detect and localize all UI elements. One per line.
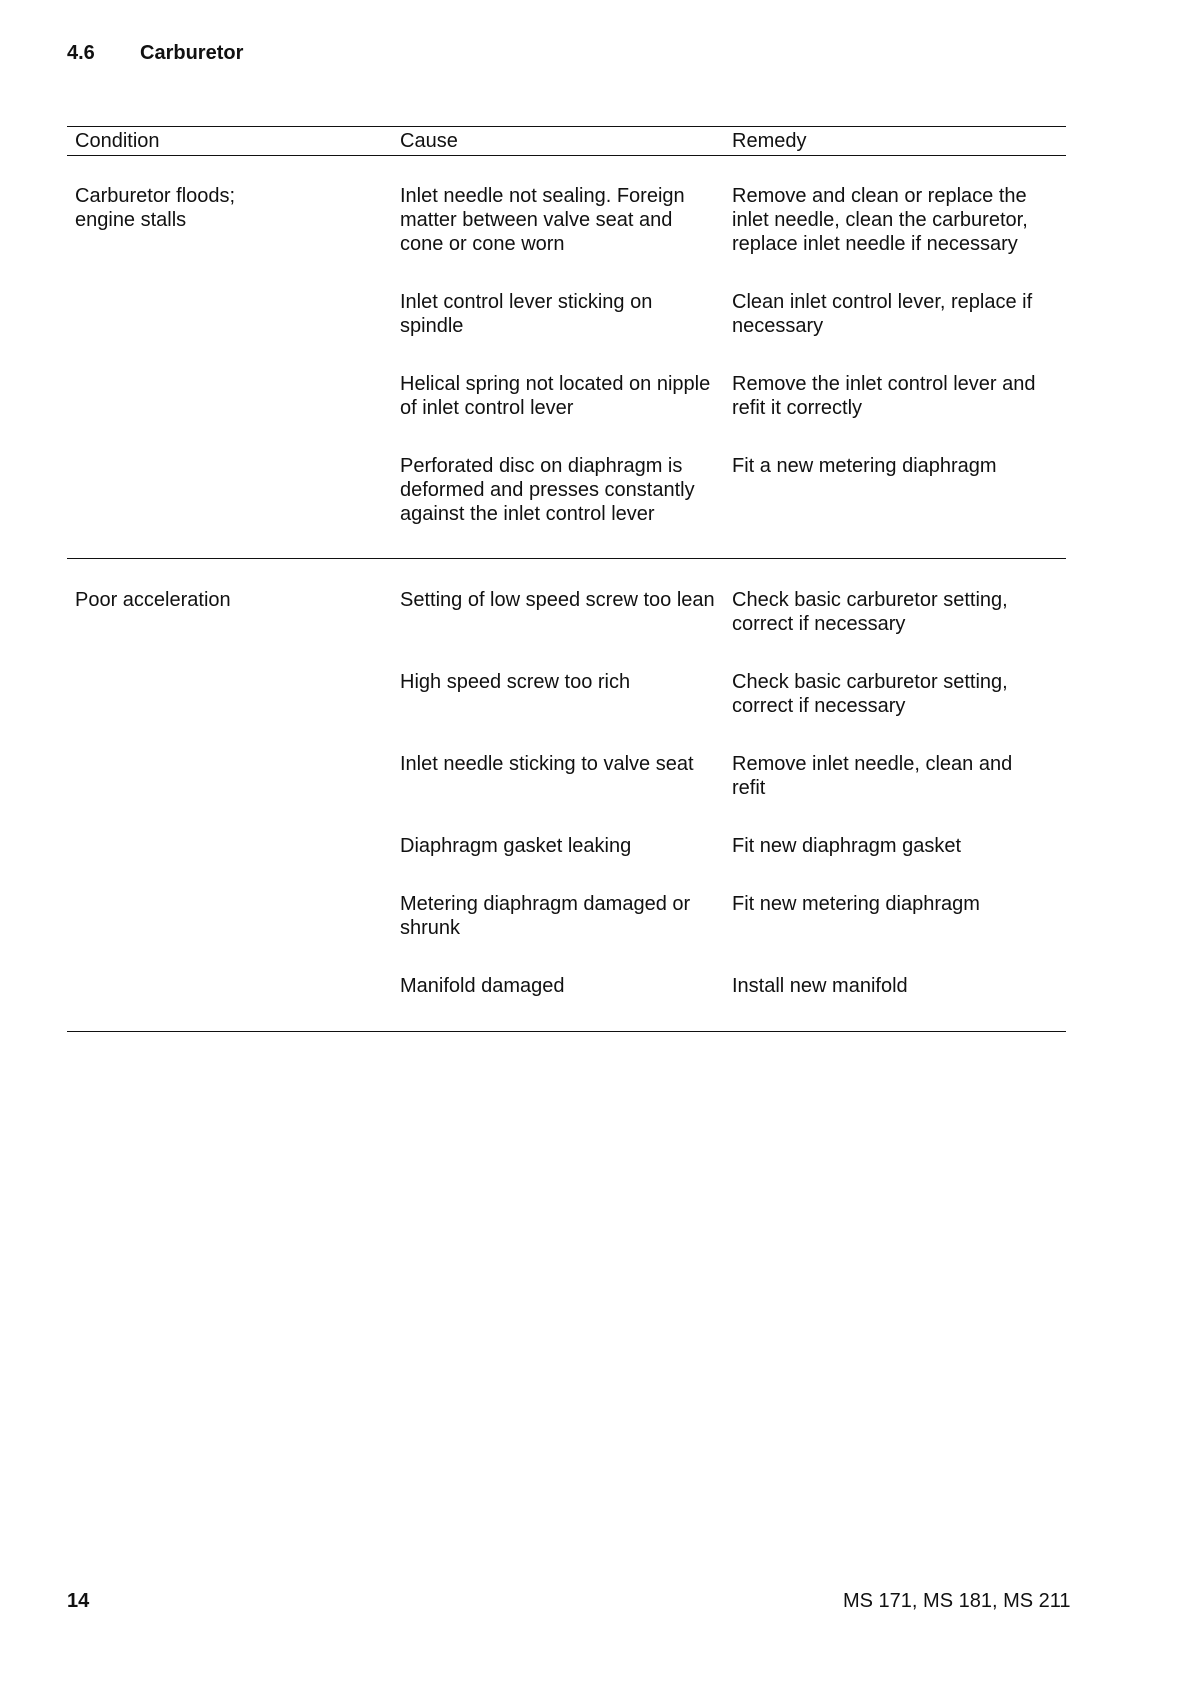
cause-cell: Perforated disc on diaphragm is deformed and presses constantly against the inlet control lever [400,455,695,525]
remedy-cell: Fit new diaphragm gasket [732,835,962,857]
remedy-cell: Remove inlet needle, clean and refit [732,753,1013,799]
table-row [400,834,1062,858]
cause-cell: High speed screw too rich [400,671,631,693]
remedy-cell: Check basic carburetor setting, correct if necessary [732,671,1008,717]
section-heading [67,42,243,65]
header-condition: Condition [75,129,160,152]
remedy-cell: Remove the inlet control lever and refit it correctly [732,373,1036,419]
table-bottom-rule [67,1031,1066,1032]
page-number: 14 [67,1590,90,1612]
cause-cell: Manifold damaged [400,975,565,997]
table-row [400,372,1062,420]
table-header-row [67,127,1066,156]
cause-cell: Inlet needle not sealing. Foreign matter between valve seat and cone or cone worn [400,185,685,255]
table-row [400,454,1062,526]
troubleshooting-table [67,126,1066,1032]
condition-group [67,184,1066,526]
cause-cell: Inlet control lever sticking on spindle [400,291,653,337]
table-row [400,892,1062,940]
condition-cell: Carburetor floods; engine stalls [75,185,236,231]
remedy-cell: Clean inlet control lever, replace if necessary [732,291,1033,337]
group-divider [67,558,1066,559]
remedy-cell: Install new manifold [732,975,908,997]
cause-cell: Metering diaphragm damaged or shrunk [400,893,691,939]
cause-remedy-list [400,588,1062,998]
header-cause: Cause [400,129,458,152]
remedy-cell: Check basic carburetor setting, correct if necessary [732,589,1008,635]
model-list: MS 171, MS 181, MS 211 [843,1590,1071,1612]
cause-cell: Setting of low speed screw too lean [400,589,715,611]
remedy-cell: Remove and clean or replace the inlet needle, clean the carburetor, replace inlet needle if necessary [732,185,1028,255]
table-row [400,588,1062,636]
table-row [400,184,1062,256]
remedy-cell: Fit a new metering diaphragm [732,455,997,477]
cause-cell: Diaphragm gasket leaking [400,835,632,857]
cause-cell: Helical spring not located on nipple of inlet control lever [400,373,711,419]
remedy-cell: Fit new metering diaphragm [732,893,980,915]
table-row [400,290,1062,338]
table-row [400,752,1062,800]
table-row [400,670,1062,718]
section-title: Carburetor [140,42,244,64]
cause-cell: Inlet needle sticking to valve seat [400,753,694,775]
condition-group [67,588,1066,998]
table-row [400,974,1062,998]
condition-cell: Poor acceleration [75,589,231,611]
cause-remedy-list [400,184,1062,526]
section-number: 4.6 [67,42,95,64]
header-remedy: Remedy [732,129,807,152]
